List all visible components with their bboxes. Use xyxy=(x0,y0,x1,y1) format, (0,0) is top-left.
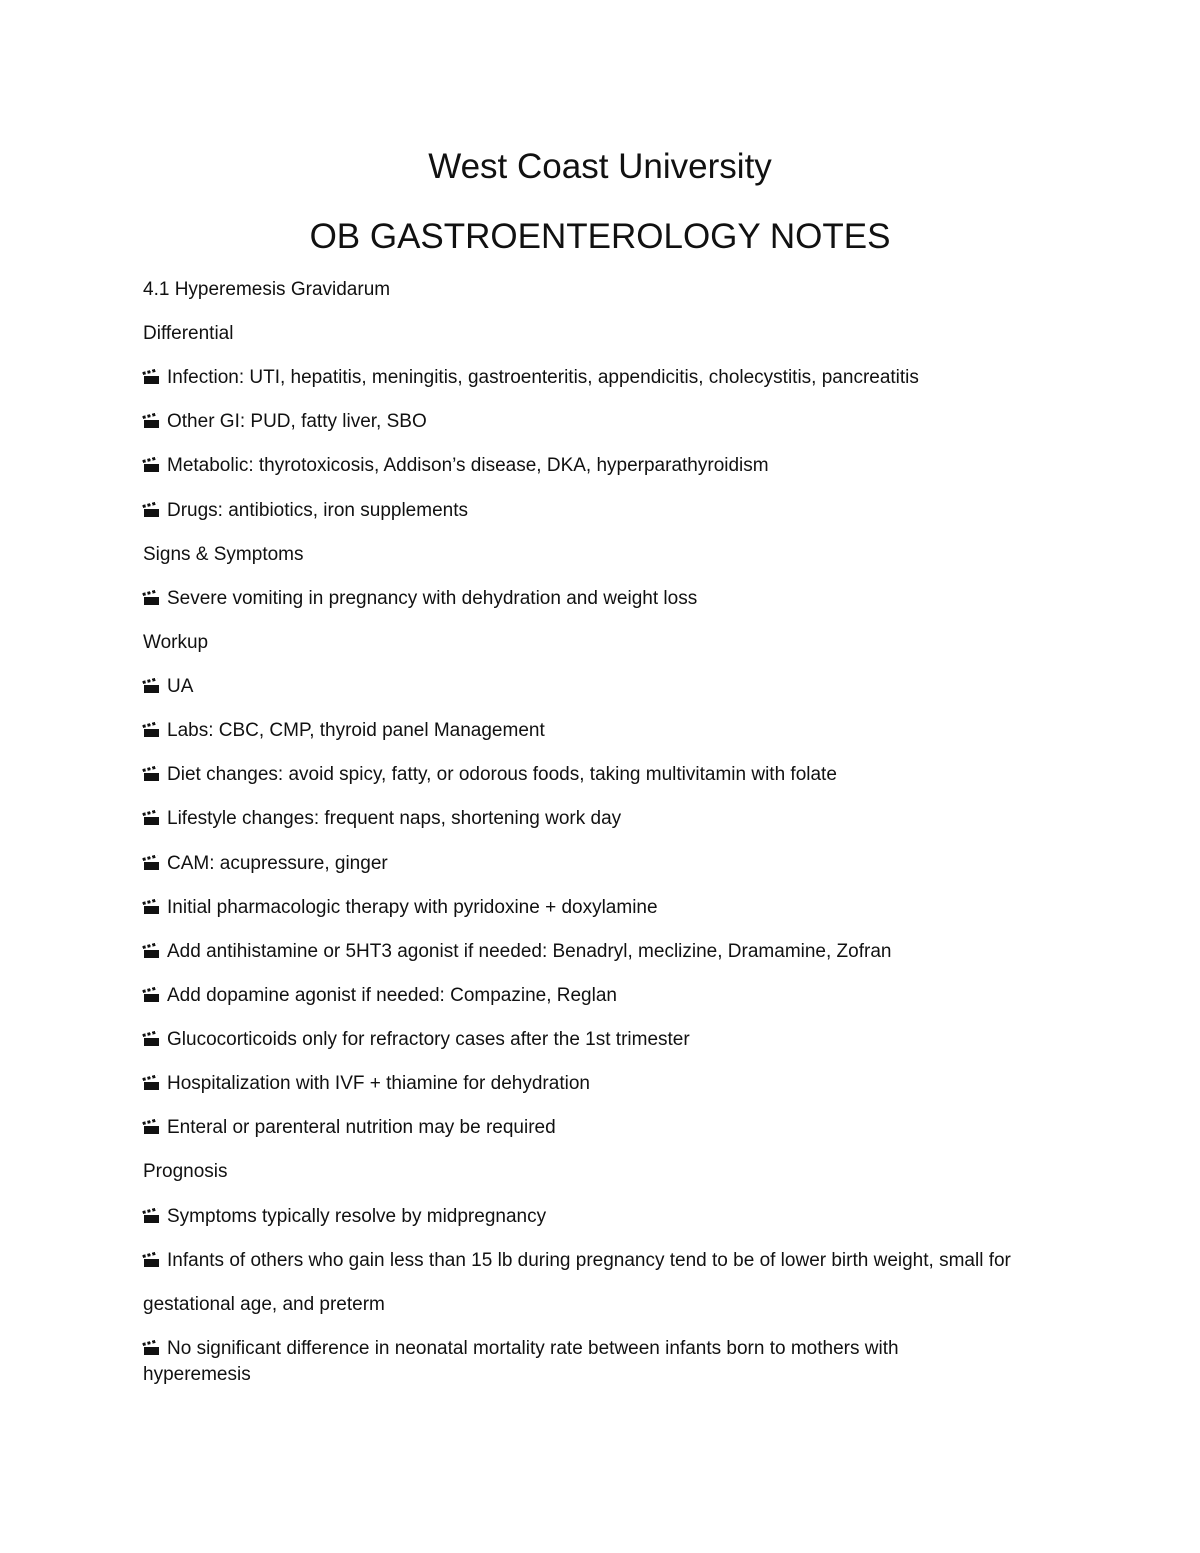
university-title: West Coast University xyxy=(428,147,772,186)
clapperboard-icon xyxy=(143,1121,159,1134)
clapperboard-icon xyxy=(143,504,159,517)
list-item xyxy=(143,983,1073,1009)
clapperboard-icon xyxy=(143,768,159,781)
workup-heading: Workup xyxy=(143,632,209,653)
list-item xyxy=(143,674,1073,700)
clapperboard-icon xyxy=(143,857,159,870)
list-item xyxy=(143,1204,1073,1230)
clapperboard-icon xyxy=(143,415,159,428)
prognosis-heading: Prognosis xyxy=(143,1161,228,1182)
list-item xyxy=(143,1027,1073,1053)
list-item xyxy=(143,453,1073,479)
list-item-text: Diet changes: avoid spicy, fatty, or odorous foods, taking multivitamin with folate xyxy=(167,764,837,785)
signs-heading: Signs & Symptoms xyxy=(143,544,304,565)
clapperboard-icon xyxy=(143,945,159,958)
list-item-text: Hospitalization with IVF + thiamine for dehydration xyxy=(167,1073,590,1094)
list-item-text: Infection: UTI, hepatitis, meningitis, gastroenteritis, appendicitis, cholecystitis, pancreatitis xyxy=(167,367,919,388)
list-item-text: Metabolic: thyrotoxicosis, Addison’s disease, DKA, hyperparathyroidism xyxy=(167,455,769,476)
list-item-text: Infants of others who gain less than 15 lb during pregnancy tend to be of lower birth weight, small for xyxy=(167,1250,1011,1271)
list-item-text: Enteral or parenteral nutrition may be required xyxy=(167,1117,556,1138)
list-item-text: Add antihistamine or 5HT3 agonist if needed: Benadryl, meclizine, Dramamine, Zofran xyxy=(167,941,892,962)
list-item-text: Symptoms typically resolve by midpregnancy xyxy=(167,1206,547,1227)
clapperboard-icon xyxy=(143,901,159,914)
list-item xyxy=(143,1071,1073,1097)
list-item-text: UA xyxy=(167,676,194,697)
clapperboard-icon xyxy=(143,592,159,605)
clapperboard-icon xyxy=(143,1342,159,1355)
list-item-text: Lifestyle changes: frequent naps, shortening work day xyxy=(167,808,622,829)
list-item-text: Initial pharmacologic therapy with pyridoxine + doxylamine xyxy=(167,897,658,918)
list-item xyxy=(143,1248,1073,1274)
list-item-text: Other GI: PUD, fatty liver, SBO xyxy=(167,411,427,432)
list-item xyxy=(143,851,1073,877)
list-item xyxy=(143,762,1073,788)
list-item-text: Glucocorticoids only for refractory cases after the 1st trimester xyxy=(167,1029,690,1050)
clapperboard-icon xyxy=(143,1033,159,1046)
list-item xyxy=(143,806,1073,832)
clapperboard-icon xyxy=(143,371,159,384)
list-item xyxy=(143,1336,973,1388)
list-item xyxy=(143,895,1073,921)
clapperboard-icon xyxy=(143,1254,159,1267)
list-item xyxy=(143,939,1073,965)
list-item xyxy=(143,1115,1073,1141)
clapperboard-icon xyxy=(143,989,159,1002)
clapperboard-icon xyxy=(143,724,159,737)
list-item xyxy=(143,586,1073,612)
list-item xyxy=(143,409,1073,435)
list-item-text: Add dopamine agonist if needed: Compazine, Reglan xyxy=(167,985,617,1006)
clapperboard-icon xyxy=(143,459,159,472)
section-heading: 4.1 Hyperemesis Gravidarum xyxy=(143,279,391,300)
clapperboard-icon xyxy=(143,812,159,825)
list-item xyxy=(143,498,1073,524)
list-item-text: No significant difference in neonatal mortality rate between infants born to mothers with hyperemesis xyxy=(143,1338,899,1385)
differential-heading: Differential xyxy=(143,323,234,344)
clapperboard-icon xyxy=(143,1210,159,1223)
list-item xyxy=(143,365,1073,391)
list-item xyxy=(143,718,1073,744)
list-item-continuation: gestational age, and preterm xyxy=(143,1294,385,1315)
list-item-text: CAM: acupressure, ginger xyxy=(167,853,388,874)
page-title: OB GASTROENTEROLOGY NOTES xyxy=(309,217,891,256)
list-item-text: Severe vomiting in pregnancy with dehydration and weight loss xyxy=(167,588,698,609)
list-item-text: Labs: CBC, CMP, thyroid panel Management xyxy=(167,720,545,741)
list-item-text: Drugs: antibiotics, iron supplements xyxy=(167,500,468,521)
clapperboard-icon xyxy=(143,1077,159,1090)
clapperboard-icon xyxy=(143,680,159,693)
